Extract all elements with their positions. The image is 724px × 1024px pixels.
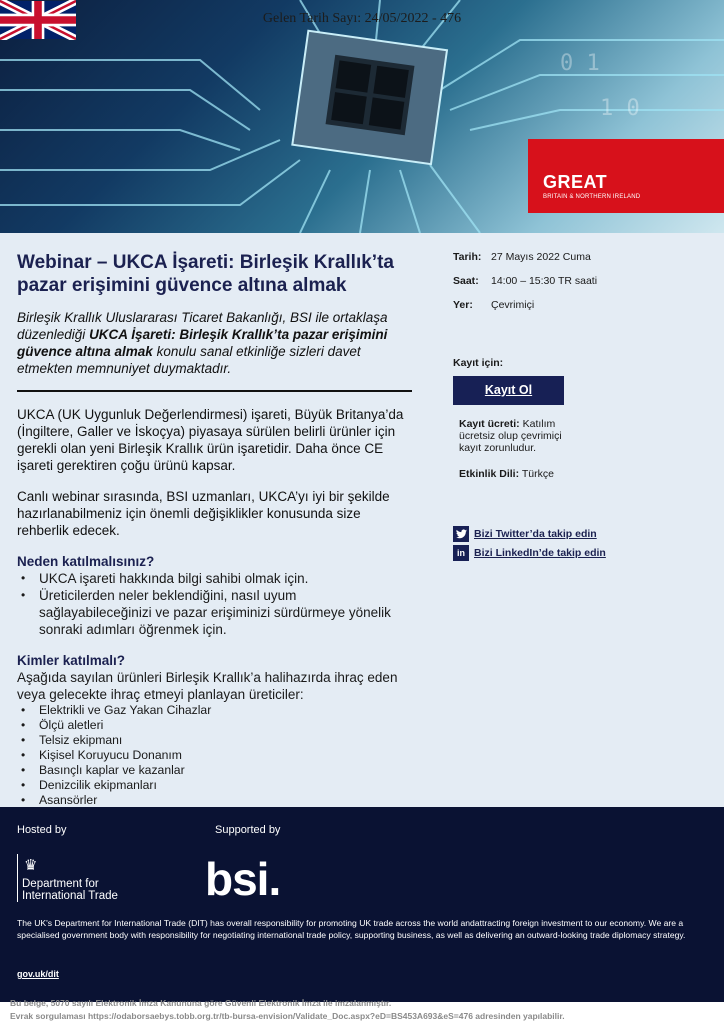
dit-logo	[17, 854, 137, 904]
fee-label: Kayıt ücreti:	[459, 418, 520, 430]
dit-line-2: International Trade	[22, 890, 118, 902]
twitter-icon[interactable]	[453, 526, 469, 542]
intro-pre: Birleşik Krallık Uluslararası Ticaret Bakanlığı, BSI ile ortaklaşa düzenlediği	[17, 310, 388, 342]
gov-uk-link[interactable]: gov.uk/dit	[17, 969, 59, 979]
signature-note-1: Bu belge, 5070 sayılı Elektronik İmza Kanununa göre Güvenli Elektronik İmza ile imzalanmıştır.	[10, 998, 392, 1008]
who-heading: Kimler katılmalı?	[17, 653, 126, 668]
svg-text:0 1: 0 1	[560, 51, 600, 76]
list-item: • Ölçü aletleri	[17, 718, 412, 733]
intro-bold: UKCA İşareti: Birleşik Krallık’ta pazar erişimini güvence altına almak	[17, 327, 388, 359]
hero-banner	[0, 0, 724, 233]
bsi-logo: bsi.	[205, 853, 281, 905]
twitter-link[interactable]: Bizi Twitter’da takip edin	[474, 528, 597, 540]
svg-text:1 0: 1 0	[600, 96, 640, 121]
list-item: • Basınçlı kaplar ve kazanlar	[17, 763, 412, 778]
date-label: Tarih:	[453, 251, 482, 263]
why-list	[17, 570, 412, 638]
list-item: • Telsiz ekipmanı	[17, 733, 412, 748]
dit-description: The UK's Department for International Trade (DIT) has overall responsibility for promoting UK trade across the world andattracting foreign investment to our economy. We are a specialised government body with responsibility for negotiating international trade policy, supporting business, as well as delivering an outward-looking trade diplomacy strategy.	[17, 918, 686, 940]
social-links	[453, 526, 708, 561]
place-label: Yer:	[453, 299, 473, 311]
date-value: 27 Mayıs 2022 Cuma	[491, 251, 591, 263]
dit-logo-text	[22, 878, 118, 902]
fee-text: Katılım ücretsiz olup çevrimiçi kayıt zorunludur.	[459, 418, 562, 454]
linkedin-row	[453, 545, 708, 561]
dit-logo-bar	[17, 854, 18, 902]
great-britain-logo	[528, 139, 724, 213]
divider	[17, 390, 412, 392]
time-value: 14:00 – 15:30 TR saati	[491, 275, 598, 287]
place-value: Çevrimiçi	[491, 299, 535, 311]
signature-note-2: Evrak sorgulaması https://odaborsaebys.tobb.org.tr/tb-bursa-envision/Validate_Doc.aspx?eD=BS453A693&eS=476 adresinden yapılabilir.	[10, 1011, 565, 1021]
list-item: • Asansörler	[17, 793, 412, 808]
signature-notes	[10, 997, 720, 1023]
time-row	[453, 275, 708, 288]
linkedin-icon[interactable]: in	[453, 545, 469, 561]
dit-line-1: Department for	[22, 878, 99, 890]
great-logo-word: GREAT	[543, 172, 608, 192]
hosted-by-label: Hosted by	[17, 824, 67, 836]
product-list	[17, 703, 412, 823]
language-info	[453, 468, 708, 480]
paragraph-webinar: Canlı webinar sırasında, BSI uzmanları, UKCA’yı iyi bir şekilde hazırlanabilmeniz için önemli değişiklikler konusunda size rehberlik edecek.	[17, 489, 390, 538]
royal-crest-icon: ♛	[24, 857, 38, 874]
fee-info	[453, 418, 573, 454]
content-panel	[0, 233, 724, 807]
intro-post: konulu sanal etkinliğe sizleri davet etmekten memnuniyet duymaktadır.	[17, 344, 361, 376]
list-item: • Kişisel Koruyucu Donanım	[17, 748, 412, 763]
union-jack-icon	[0, 0, 76, 40]
linkedin-link[interactable]: Bizi LinkedIn’de takip edin	[474, 547, 606, 559]
list-item: • Elektrikli ve Gaz Yakan Cihazlar	[17, 703, 412, 718]
twitter-row	[453, 526, 708, 542]
footer	[0, 807, 724, 1002]
page-title: Webinar – UKCA İşareti: Birleşik Krallık’ta pazar erişimini güvence altına almak	[17, 252, 394, 296]
incoming-date-stamp: Gelen Tarih Sayı: 24/05/2022 - 476	[262, 11, 462, 26]
list-item: • Denizcilik ekipmanları	[17, 778, 412, 793]
register-button[interactable]: Kayıt Ol	[453, 376, 564, 405]
main-column	[17, 251, 412, 823]
great-logo-subtitle: BRITAIN & NORTHERN IRELAND	[543, 194, 641, 200]
who-description: Aşağıda sayılan ürünleri Birleşik Krallık’a halihazırda ihraç eden veya gelecekte ihraç etmeyi planlayan üreticiler:	[17, 670, 398, 702]
place-row	[453, 299, 708, 312]
language-value: Türkçe	[519, 468, 554, 480]
date-row	[453, 251, 708, 264]
why-heading: Neden katılmalısınız?	[17, 554, 155, 569]
intro-text	[17, 309, 412, 377]
language-label: Etkinlik Dili:	[459, 468, 520, 480]
list-item: • UKCA işareti hakkında bilgi sahibi olmak için.	[17, 570, 412, 587]
paragraph-ukca: UKCA (UK Uygunluk Değerlendirmesi) işareti, Büyük Britanya’da (İngiltere, Galler ve İskoçya) piyasaya sürülen belirli ürünler için gerekli olan yeni Birleşik Krallık ürün işaretidir. Daha önce CE işareti gerektiren çoğu ürünü kapsar.	[17, 407, 404, 473]
supported-by-label: Supported by	[215, 824, 281, 836]
time-label: Saat:	[453, 275, 479, 287]
sidebar	[453, 251, 708, 564]
list-item: • Üreticilerden neler beklendiğini, nasıl uyum sağlayabileceğinizi ve pazar erişiminizi sürdürmeye yönelik sonraki adımları öğrenmek için.	[17, 587, 412, 638]
register-label: Kayıt için:	[453, 357, 504, 369]
